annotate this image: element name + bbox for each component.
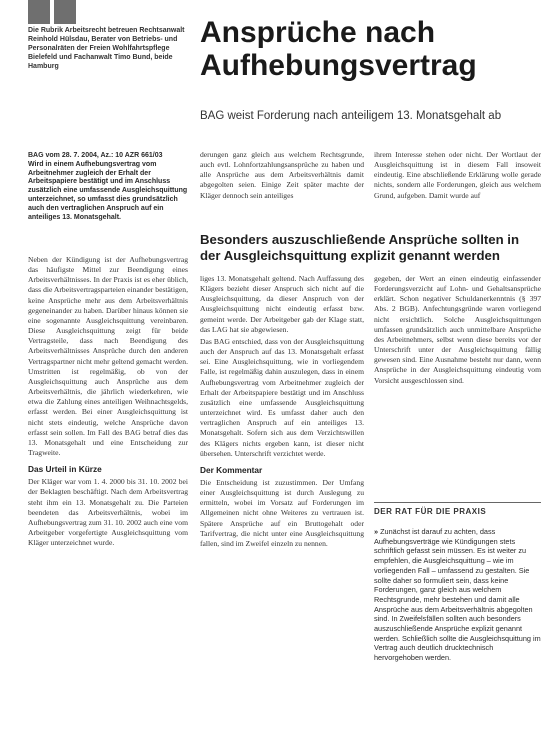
column-2-top-text: derungen ganz gleich aus welchem Rechtsgrunde, auch evtl. Lohnfortzahlungsansprüche zu haben und alle Ansprüche aus dem Arbeitsverhältnis damit abgegolten seien. Einige Zeit später machte der Kläger dennoch sein anteiliges (200, 150, 364, 200)
author-caption: Die Rubrik Arbeitsrecht betreuen Rechtsanwalt Reinhold Hülsdau, Berater von Betriebs- und Personalräten der Freien Wohlfahrtspflege Bielefeld und Fachanwalt Timo Bund, beide Hamburg (28, 27, 185, 70)
column-2-paragraph: liges 13. Monatsgehalt geltend. Nach Auffassung des Klägers bezieht dieser Anspruch sich nicht auf die Ausgleichsquittung, da dieser Anspruch von der Ausgleichsquittung nicht eindeutig erfasst bzw. gemeint werde. Der Arbeitgeber gab der Klage statt, das LAG hat sie abgewiesen. (200, 274, 364, 334)
column-1 (28, 255, 188, 731)
headline-line-1: Ansprüche nach (200, 16, 436, 49)
column-3-paragraph: gegeben, der Wert an einen eindeutig einfassender Forderungsverzicht auf Lohn- und Gehaltsansprüche erklärt. Schon negativer Schuldanerkenntnis (§ 397 Abs. 2 BGB). Anfechtungsgründe waren vorliegend nicht ersichtlich. Solche Ausgleichsquittungen umfassen grundsätzlich auch unmittelbare Ansprüche des Arbeitnehmers, selbst wenn diese bereits vor der Unterschrift unter der Ausgleichsquittung fällig gewesen sind. Eine Ausnahme besteht nur dann, wenn Ansprüche in der Ausgleichsquittung eindeutig vom Vorsicht ausgeschlossen sind. (374, 274, 541, 385)
praxis-text: Zunächst ist darauf zu achten, dass Aufhebungsverträge wie Kündigungen stets schriftlich gefasst sein müssen. Es ist weiter zu empfehlen, die Ausgleichsquittung – wie im vorliegenden Fall – umfassend zu gestalten. Sie sollte daher so formuliert sein, dass keine Forderungen, ganz gleich aus welchem Rechtsgrunde, mehr bestehen und damit alle Ansprüche aus dem Arbeitsverhältnis abgegolten sind. In Zweifelsfällen sollten auch besonders auszuschließende Ansprüche explizit genannt werden. Schließlich sollte die Ausgleichsquittung im Vertrag auch deutlich drucktechnisch hervorgehoben werden. (374, 527, 541, 663)
column-2-paragraph: Das BAG entschied, dass von der Ausgleichsquittung auch der Anspruch auf das 13. Monatsgehalt erfasst sei. Eine Ausgleichsquittung, wie in vorliegendem Falle, ist regelmäßig dahin auszulegen, dass in einem Aufhebungsvertrag vom Arbeitnehmer zugleich der Erhalt der Arbeitspapiere bestätigt und im Anschluss zusätzlich eine umfassende Ausgleichsquittung unterzeichnet wird. Es umfasst daher auch den vertraglichen Anspruch auf ein anteiliges 13. Monatsgehalt. Sofern sich aus dem Verzichtswillen des Klägers nichts ergeben kann, ist dieser nicht übersehen. Unterschrift verzichtet werde. (200, 336, 364, 458)
column-1-paragraph: Neben der Kündigung ist der Aufhebungsvertrag das häufigste Mittel zur Beendigung eines Arbeitsverhältnisses. In der Praxis ist es eher üblich, dass die Arbeitsvertragsparteien einander bestätigen, keine Ansprüche mehr aus dem Arbeitsverhältnis gegeneinander zu haben. Darüber hinaus können sie eine sogenannte Ausgleichsquittung vereinbaren. Diese Ausgleichsquittung zeigt für beide Vertragsteile, dass nach Beendigung des Arbeitsverhältnisses Ansprüche durch den anderen Vertragspartner nicht mehr geltend gemacht werden. Umstritten ist regelmäßig, ob von der Ausgleichsquittung auch Ansprüche aus dem Arbeitsverhältnis, die jährlich wiederkehren, wie etwa die Zahlung eines anteiligen Weihnachtsgelds, erfasst werden. Bei einer Ausgleichsquittung ist nicht stets eindeutig, welche Ansprüche davon erfasst sein sollen. Im Fall des BAG betraf dies das 13. Monatsgehalt und eine Entscheidung zur Tragweite. (28, 255, 188, 457)
ruling-reference (28, 152, 188, 222)
author-photo-1 (28, 0, 50, 24)
column-3-top (374, 150, 541, 225)
column-3-top-text: ihrem Interesse stehen oder nicht. Der Wortlaut der Ausgleichsquittung ist in diesem Fall insoweit eindeutig. Eine abschließende Erklärung wolle gerade nichts, sondern alle Forderungen, gleich aus welchem Grund, aufgeben. Damit wurde auf (374, 150, 541, 200)
author-photo-2 (54, 0, 76, 24)
urteil-heading: Das Urteil in Kürze (28, 464, 102, 475)
praxis-box-heading: DER RAT FÜR DIE PRAXIS (374, 502, 541, 516)
article-headline (200, 16, 477, 82)
column-2 (200, 274, 364, 731)
headline-line-2: Aufhebungsvertrag (200, 49, 477, 82)
column-3 (374, 274, 541, 498)
ruling-summary: Wird in einem Aufhebungsvertrag vom Arbeitnehmer zugleich der Erhalt der Arbeitspapiere bestätigt und im Anschluss zusätzlich eine umfassende Ausgleichsquittung unterzeichnet, so umfasst dies grundsätzlich auch den vertraglichen Anspruch auf ein anteiliges 13. Monatsgehalt. (28, 160, 188, 221)
praxis-box-body (374, 527, 541, 731)
section-heading: Besonders auszuschließende Ansprüche sollten in der Ausgleichsquittung explizit genannt werden (200, 232, 520, 263)
column-1-paragraph: Der Kläger war vom 1. 4. 2000 bis 31. 10. 2002 bei der Beklagten beschäftigt. Nach dem Arbeitsvertrag steht ihm ein 13. Monatsgehalt zu. Die Parteien beendeten das Arbeitsverhältnis, wobei im Aufhebungsvertrag zum 31. 10. 2002 auch eine vom Arbeitgeber vorgefertigte Ausgleichsquittung vom Kläger unterzeichnet wurde. (28, 477, 188, 548)
column-2-paragraph: Die Entscheidung ist zuzustimmen. Der Umfang einer Ausgleichsquittung ist durch Auslegung zu ermitteln, wobei im Vorsatz auf Forderungen im Allgemeinen nicht ohne Weiteres zu vertrauen ist. Spätere Ansprüche auf ein Bruttogehalt oder Tarifvertrag, die nicht unter eine Ausgleichsquittung fallen, sind im Zweifel einzeln zu nennen. (200, 477, 364, 548)
arrow-icon: » (374, 527, 379, 536)
article-subheadline: BAG weist Forderung nach anteiligem 13. Monatsgehalt ab (200, 110, 502, 122)
kommentar-heading: Der Kommentar (200, 464, 263, 475)
column-2-top (200, 150, 364, 225)
ruling-citation: BAG vom 28. 7. 2004, Az.: 10 AZR 661/03 (28, 152, 163, 159)
